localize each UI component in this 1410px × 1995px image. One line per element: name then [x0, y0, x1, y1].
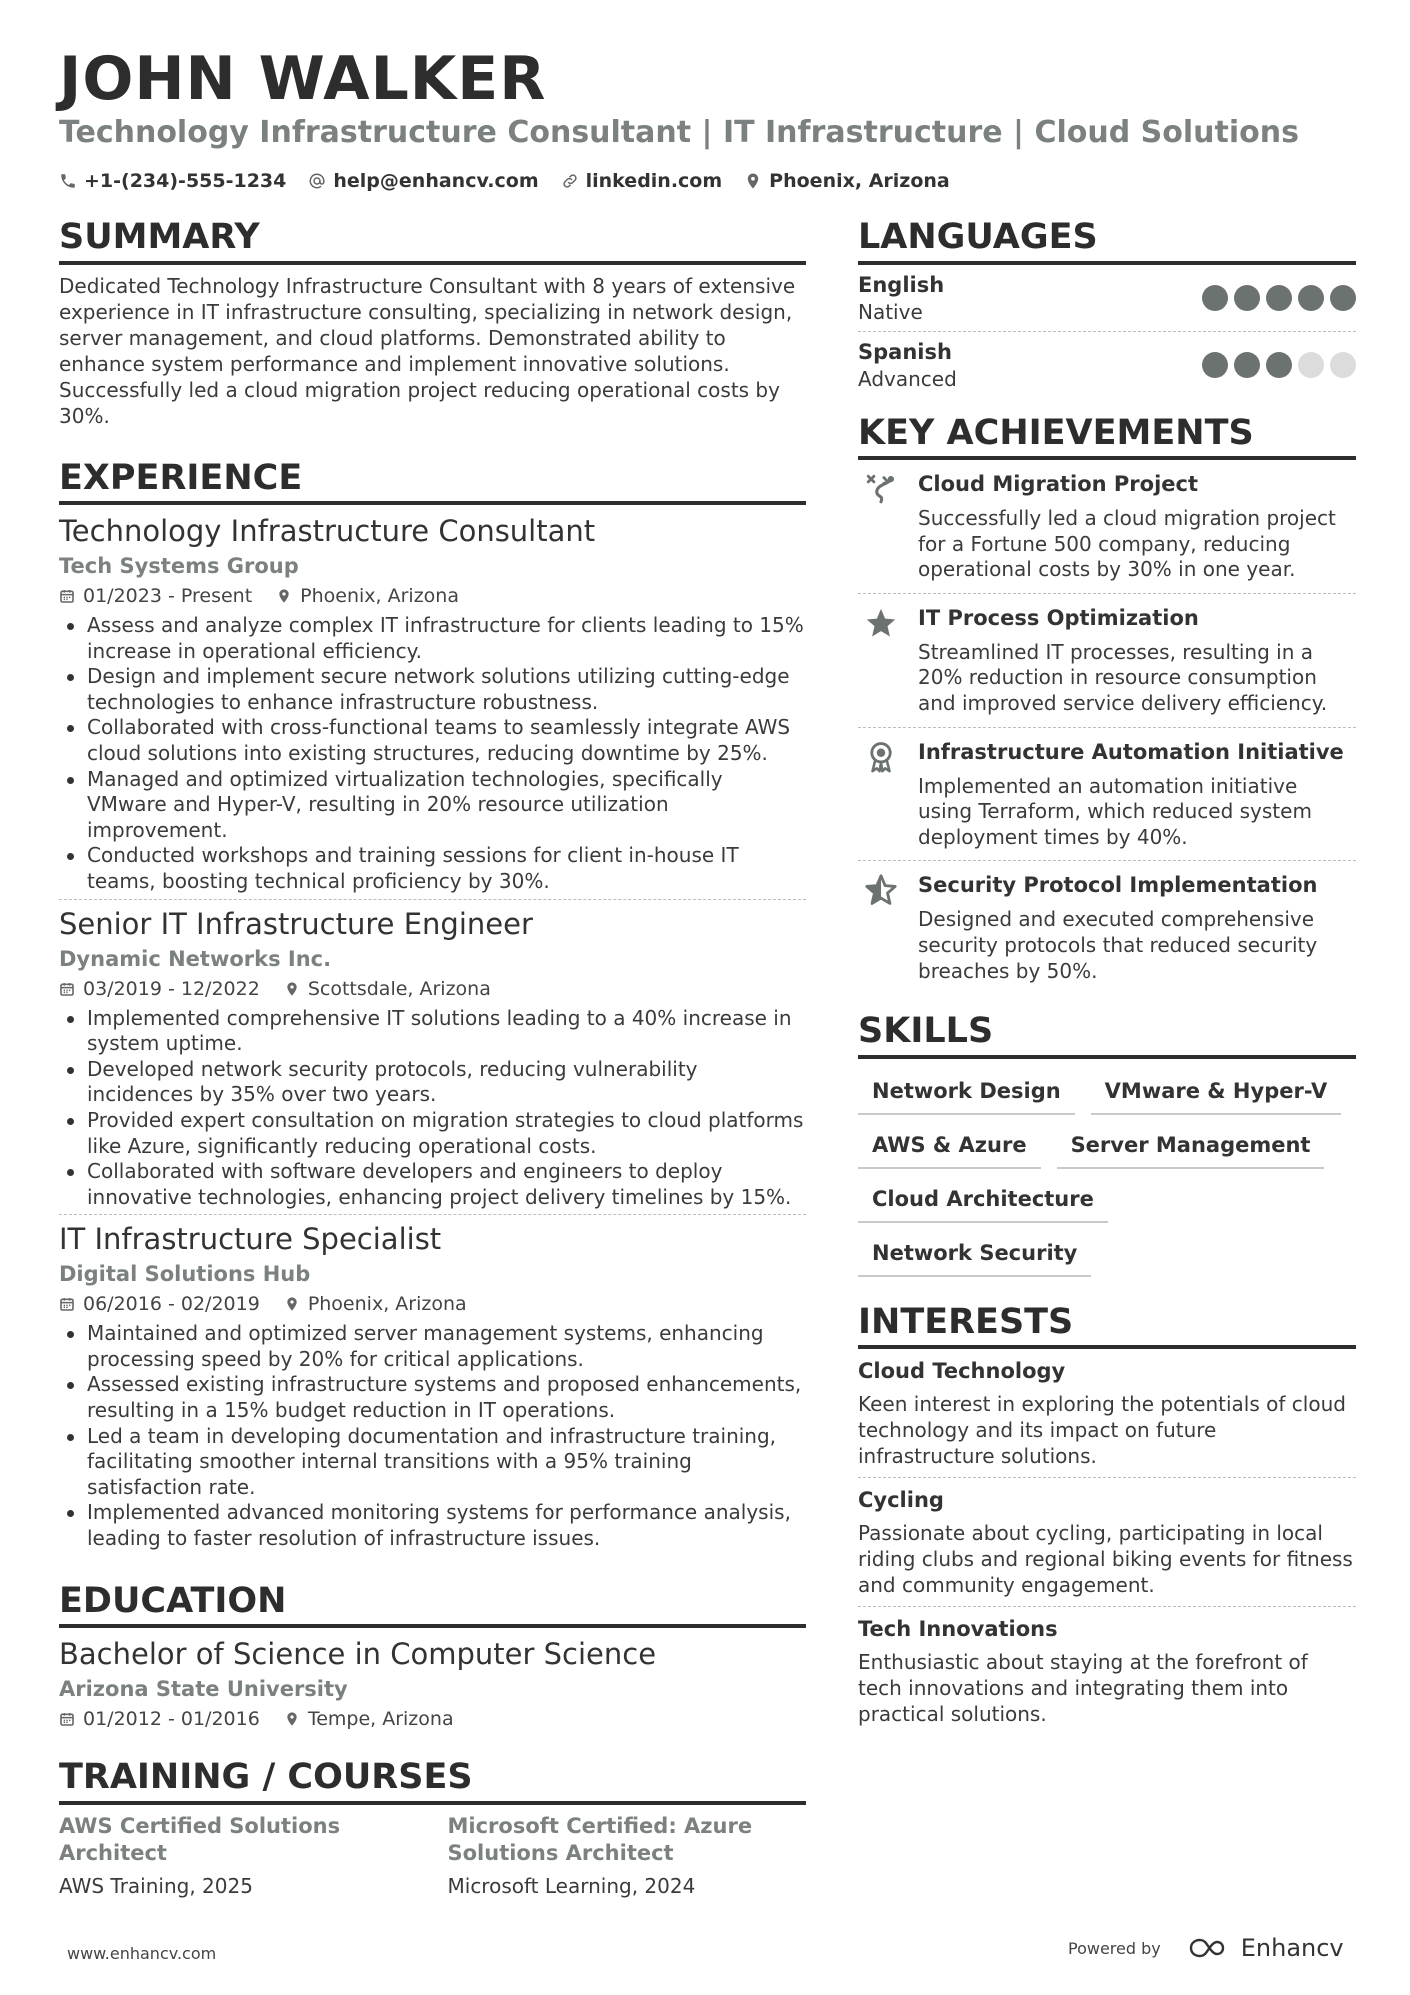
calendar-icon [59, 588, 75, 604]
achievement-desc: Implemented an automation initiative using Terraform, which reduced system deployment times by 40%. [918, 773, 1312, 849]
job-entry [59, 900, 806, 1216]
bullet-item: Assessed existing infrastructure systems and proposed enhancements, resulting in a 15% budget reduction in IT operations. [59, 1372, 806, 1423]
job-bullets [59, 613, 806, 895]
achievements-heading: KEY ACHIEVEMENTS [858, 414, 1356, 461]
achievement-item [858, 728, 1356, 862]
job-dates-text: 06/2016 - 02/2019 [83, 1293, 260, 1316]
bullet-item: Assess and analyze complex IT infrastructure for clients leading to 15% increase in operational efficiency. [59, 613, 806, 664]
job-bullets [59, 1006, 806, 1211]
achievement-desc: Successfully led a cloud migration project for a Fortune 500 company, reducing operational costs by 30% in one year. [918, 506, 1336, 582]
job-dates [59, 1289, 260, 1319]
achievement-item [858, 594, 1356, 728]
bullet-item: Design and implement secure network solutions utilizing cutting-edge technologies to enhance infrastructure robustness. [59, 664, 806, 715]
location-pin-icon [284, 1711, 300, 1727]
achievement-item [858, 460, 1356, 594]
at-icon [308, 172, 326, 190]
interest-desc: Keen interest in exploring the potentials of cloud technology and its impact on future infrastructure solutions. [858, 1392, 1346, 1469]
education-entry [59, 1628, 806, 1734]
interest-item [858, 1478, 1356, 1607]
calendar-icon [59, 1711, 75, 1727]
languages-heading: LANGUAGES [858, 218, 1356, 265]
course-name: AWS Certified Solutions Architect [59, 1813, 341, 1865]
job-location-text: Phoenix, Arizona [307, 1293, 467, 1316]
achievement-item [858, 861, 1356, 994]
degree-title: Bachelor of Science in Computer Science [59, 1637, 657, 1672]
right-column [858, 218, 1356, 1735]
education-location [284, 1704, 454, 1734]
interests-heading: INTERESTS [858, 1303, 1356, 1350]
star-icon [864, 606, 898, 640]
link-icon [561, 172, 579, 190]
interest-desc: Passionate about cycling, participating in local riding clubs and regional biking events for fitness and community engagement. [858, 1521, 1353, 1598]
interest-title: Tech Innovations [858, 1617, 1058, 1642]
proficiency-dots [1202, 285, 1356, 311]
summary-heading: SUMMARY [59, 218, 806, 265]
powered-by-label: Powered by [1068, 1938, 1161, 1958]
bullet-item: Provided expert consultation on migration strategies to cloud platforms like Azure, significantly reducing operational costs. [59, 1108, 806, 1159]
bullet-item: Managed and optimized virtualization technologies, specifically VMware and Hyper-V, resulting in 20% resource utilization improvement. [59, 767, 806, 844]
course-name: Microsoft Certified: Azure Solutions Architect [447, 1813, 753, 1865]
contact-location [744, 170, 950, 192]
footer-branding[interactable] [1068, 1934, 1344, 1962]
interest-desc: Enthusiastic about staying at the forefront of tech innovations and integrating them into practical solutions. [858, 1650, 1308, 1727]
job-dates-text: 03/2019 - 12/2022 [83, 977, 260, 1000]
training-heading: TRAINING / COURSES [59, 1758, 806, 1805]
language-level: Advanced [858, 366, 957, 391]
languages-section [858, 218, 1356, 398]
course-item [448, 1813, 807, 1901]
job-bullets [59, 1321, 806, 1551]
contact-bar [59, 170, 950, 192]
job-meta [59, 581, 806, 611]
language-item [858, 265, 1356, 332]
proficiency-dot [1266, 352, 1292, 378]
interest-title: Cloud Technology [858, 1359, 1066, 1384]
skills-section [858, 1012, 1356, 1277]
education-location-text: Tempe, Arizona [307, 1708, 454, 1731]
job-dates-text: 01/2023 - Present [83, 585, 253, 607]
job-location-text: Scottsdale, Arizona [307, 977, 491, 1000]
bullet-item: Implemented comprehensive IT solutions leading to a 40% increase in system uptime. [59, 1006, 806, 1057]
achievements-section [858, 414, 1356, 995]
contact-email[interactable] [308, 170, 538, 192]
contact-linkedin[interactable] [561, 170, 723, 192]
proficiency-dot [1202, 352, 1228, 378]
course-provider: Microsoft Learning, 2024 [447, 1873, 696, 1898]
proficiency-dots [1202, 352, 1356, 378]
language-name: English [858, 272, 945, 297]
half-star-icon [864, 873, 898, 907]
language-item [858, 332, 1356, 398]
bullet-item: Collaborated with software developers and engineers to deploy innovative technologies, enhancing project delivery timelines by 15%. [59, 1159, 806, 1210]
course-list [59, 1813, 806, 1901]
bullet-item: Developed network security protocols, reducing vulnerability incidences by 35% over two years. [59, 1057, 806, 1108]
school-name: Arizona State University [59, 1677, 348, 1702]
summary-section [59, 218, 806, 429]
training-section [59, 1758, 806, 1901]
interest-item [858, 1607, 1356, 1735]
job-entry [59, 505, 806, 900]
job-location [284, 1289, 467, 1319]
job-dates [59, 974, 260, 1004]
education-meta [59, 1704, 806, 1734]
proficiency-dot [1234, 352, 1260, 378]
contact-phone[interactable] [59, 170, 286, 192]
job-title: Senior IT Infrastructure Engineer [59, 906, 533, 941]
bullet-item: Collaborated with cross-functional teams to seamlessly integrate AWS cloud solutions into existing structures, reducing downtime by 25%. [59, 715, 806, 766]
brand-name: Enhancv [1240, 1934, 1344, 1962]
experience-heading: EXPERIENCE [59, 459, 806, 506]
language-level: Native [858, 299, 923, 324]
enhancv-logo-icon [1187, 1936, 1233, 1960]
summary-text: Dedicated Technology Infrastructure Consultant with 8 years of extensive experience in IT infrastructure consulting, specializing in network design, server management, and cloud platforms. Demonstrated ability to enhance system performance and implement innovative solutions. Successfully led a cloud migration project reducing operational costs by 30%. [59, 273, 796, 428]
skill-tag: AWS & Azure [858, 1127, 1041, 1169]
achievement-title: Cloud Migration Project [918, 472, 1199, 496]
course-provider: AWS Training, 2025 [59, 1873, 253, 1898]
phone-icon [59, 172, 77, 190]
contact-email-text: help@enhancv.com [333, 170, 539, 192]
education-dates-text: 01/2012 - 01/2016 [83, 1708, 260, 1731]
education-dates [59, 1704, 260, 1734]
route-icon [864, 472, 898, 506]
achievement-desc: Streamlined IT processes, resulting in a 20% reduction in resource consumption and improved service delivery efficiency. [918, 639, 1328, 715]
interest-item [858, 1349, 1356, 1478]
bullet-item: Implemented advanced monitoring systems for performance analysis, leading to faster resolution of infrastructure issues. [59, 1500, 806, 1551]
footer-website[interactable]: www.enhancv.com [67, 1944, 217, 1963]
contact-linkedin-text: linkedin.com [585, 170, 723, 192]
job-meta [59, 974, 806, 1004]
job-meta [59, 1289, 806, 1319]
interests-section [858, 1303, 1356, 1736]
location-pin-icon [284, 981, 300, 997]
course-item [59, 1813, 418, 1901]
bullet-item: Maintained and optimized server management systems, enhancing processing speed by 20% for critical applications. [59, 1321, 806, 1372]
job-title: Technology Infrastructure Consultant [59, 514, 596, 548]
proficiency-dot [1330, 352, 1356, 378]
skill-tag: Network Design [858, 1073, 1075, 1115]
headline: Technology Infrastructure Consultant | IT Infrastructure | Cloud Solutions [59, 115, 1299, 150]
contact-location-text: Phoenix, Arizona [769, 170, 950, 192]
bullet-item: Conducted workshops and training sessions for client in-house IT teams, boosting technical proficiency by 30%. [59, 843, 806, 894]
proficiency-dot [1298, 352, 1324, 378]
skill-tag: Server Management [1057, 1127, 1325, 1169]
calendar-icon [59, 981, 75, 997]
skill-list [858, 1073, 1356, 1277]
interest-title: Cycling [858, 1488, 944, 1513]
skill-tag: Network Security [858, 1235, 1091, 1277]
job-location [276, 581, 459, 611]
achievement-title: Infrastructure Automation Initiative [918, 739, 1344, 764]
experience-section [59, 459, 806, 1556]
proficiency-dot [1330, 285, 1356, 311]
achievement-title: Security Protocol Implementation [918, 873, 1318, 898]
job-entry [59, 1215, 806, 1555]
calendar-icon [59, 1296, 75, 1312]
language-name: Spanish [858, 339, 952, 364]
candidate-name: JOHN WALKER [59, 44, 547, 114]
left-column [59, 218, 806, 1901]
skills-heading: SKILLS [858, 1012, 1356, 1059]
proficiency-dot [1202, 285, 1228, 311]
achievement-title: IT Process Optimization [918, 605, 1199, 630]
location-pin-icon [284, 1296, 300, 1312]
skill-tag: VMware & Hyper-V [1091, 1073, 1342, 1115]
job-dates [59, 581, 252, 611]
proficiency-dot [1234, 285, 1260, 311]
achievement-desc: Designed and executed comprehensive security protocols that reduced security breaches by 50%. [918, 907, 1318, 983]
education-heading: EDUCATION [59, 1582, 806, 1629]
proficiency-dot [1298, 285, 1324, 311]
job-location-text: Phoenix, Arizona [300, 585, 459, 607]
company-name: Digital Solutions Hub [59, 1262, 311, 1287]
award-ribbon-icon [864, 740, 898, 774]
education-section [59, 1582, 806, 1735]
brand-logo [1187, 1934, 1344, 1962]
company-name: Tech Systems Group [59, 554, 299, 578]
job-location [284, 974, 491, 1004]
bullet-item: Led a team in developing documentation and infrastructure training, facilitating smoother internal transitions with a 95% training satisfaction rate. [59, 1424, 806, 1501]
contact-phone-text: +1-(234)-555-1234 [84, 170, 287, 192]
job-title: IT Infrastructure Specialist [59, 1222, 442, 1257]
location-pin-icon [744, 172, 762, 190]
location-pin-icon [276, 588, 292, 604]
proficiency-dot [1266, 285, 1292, 311]
skill-tag: Cloud Architecture [858, 1181, 1108, 1223]
company-name: Dynamic Networks Inc. [59, 946, 332, 971]
